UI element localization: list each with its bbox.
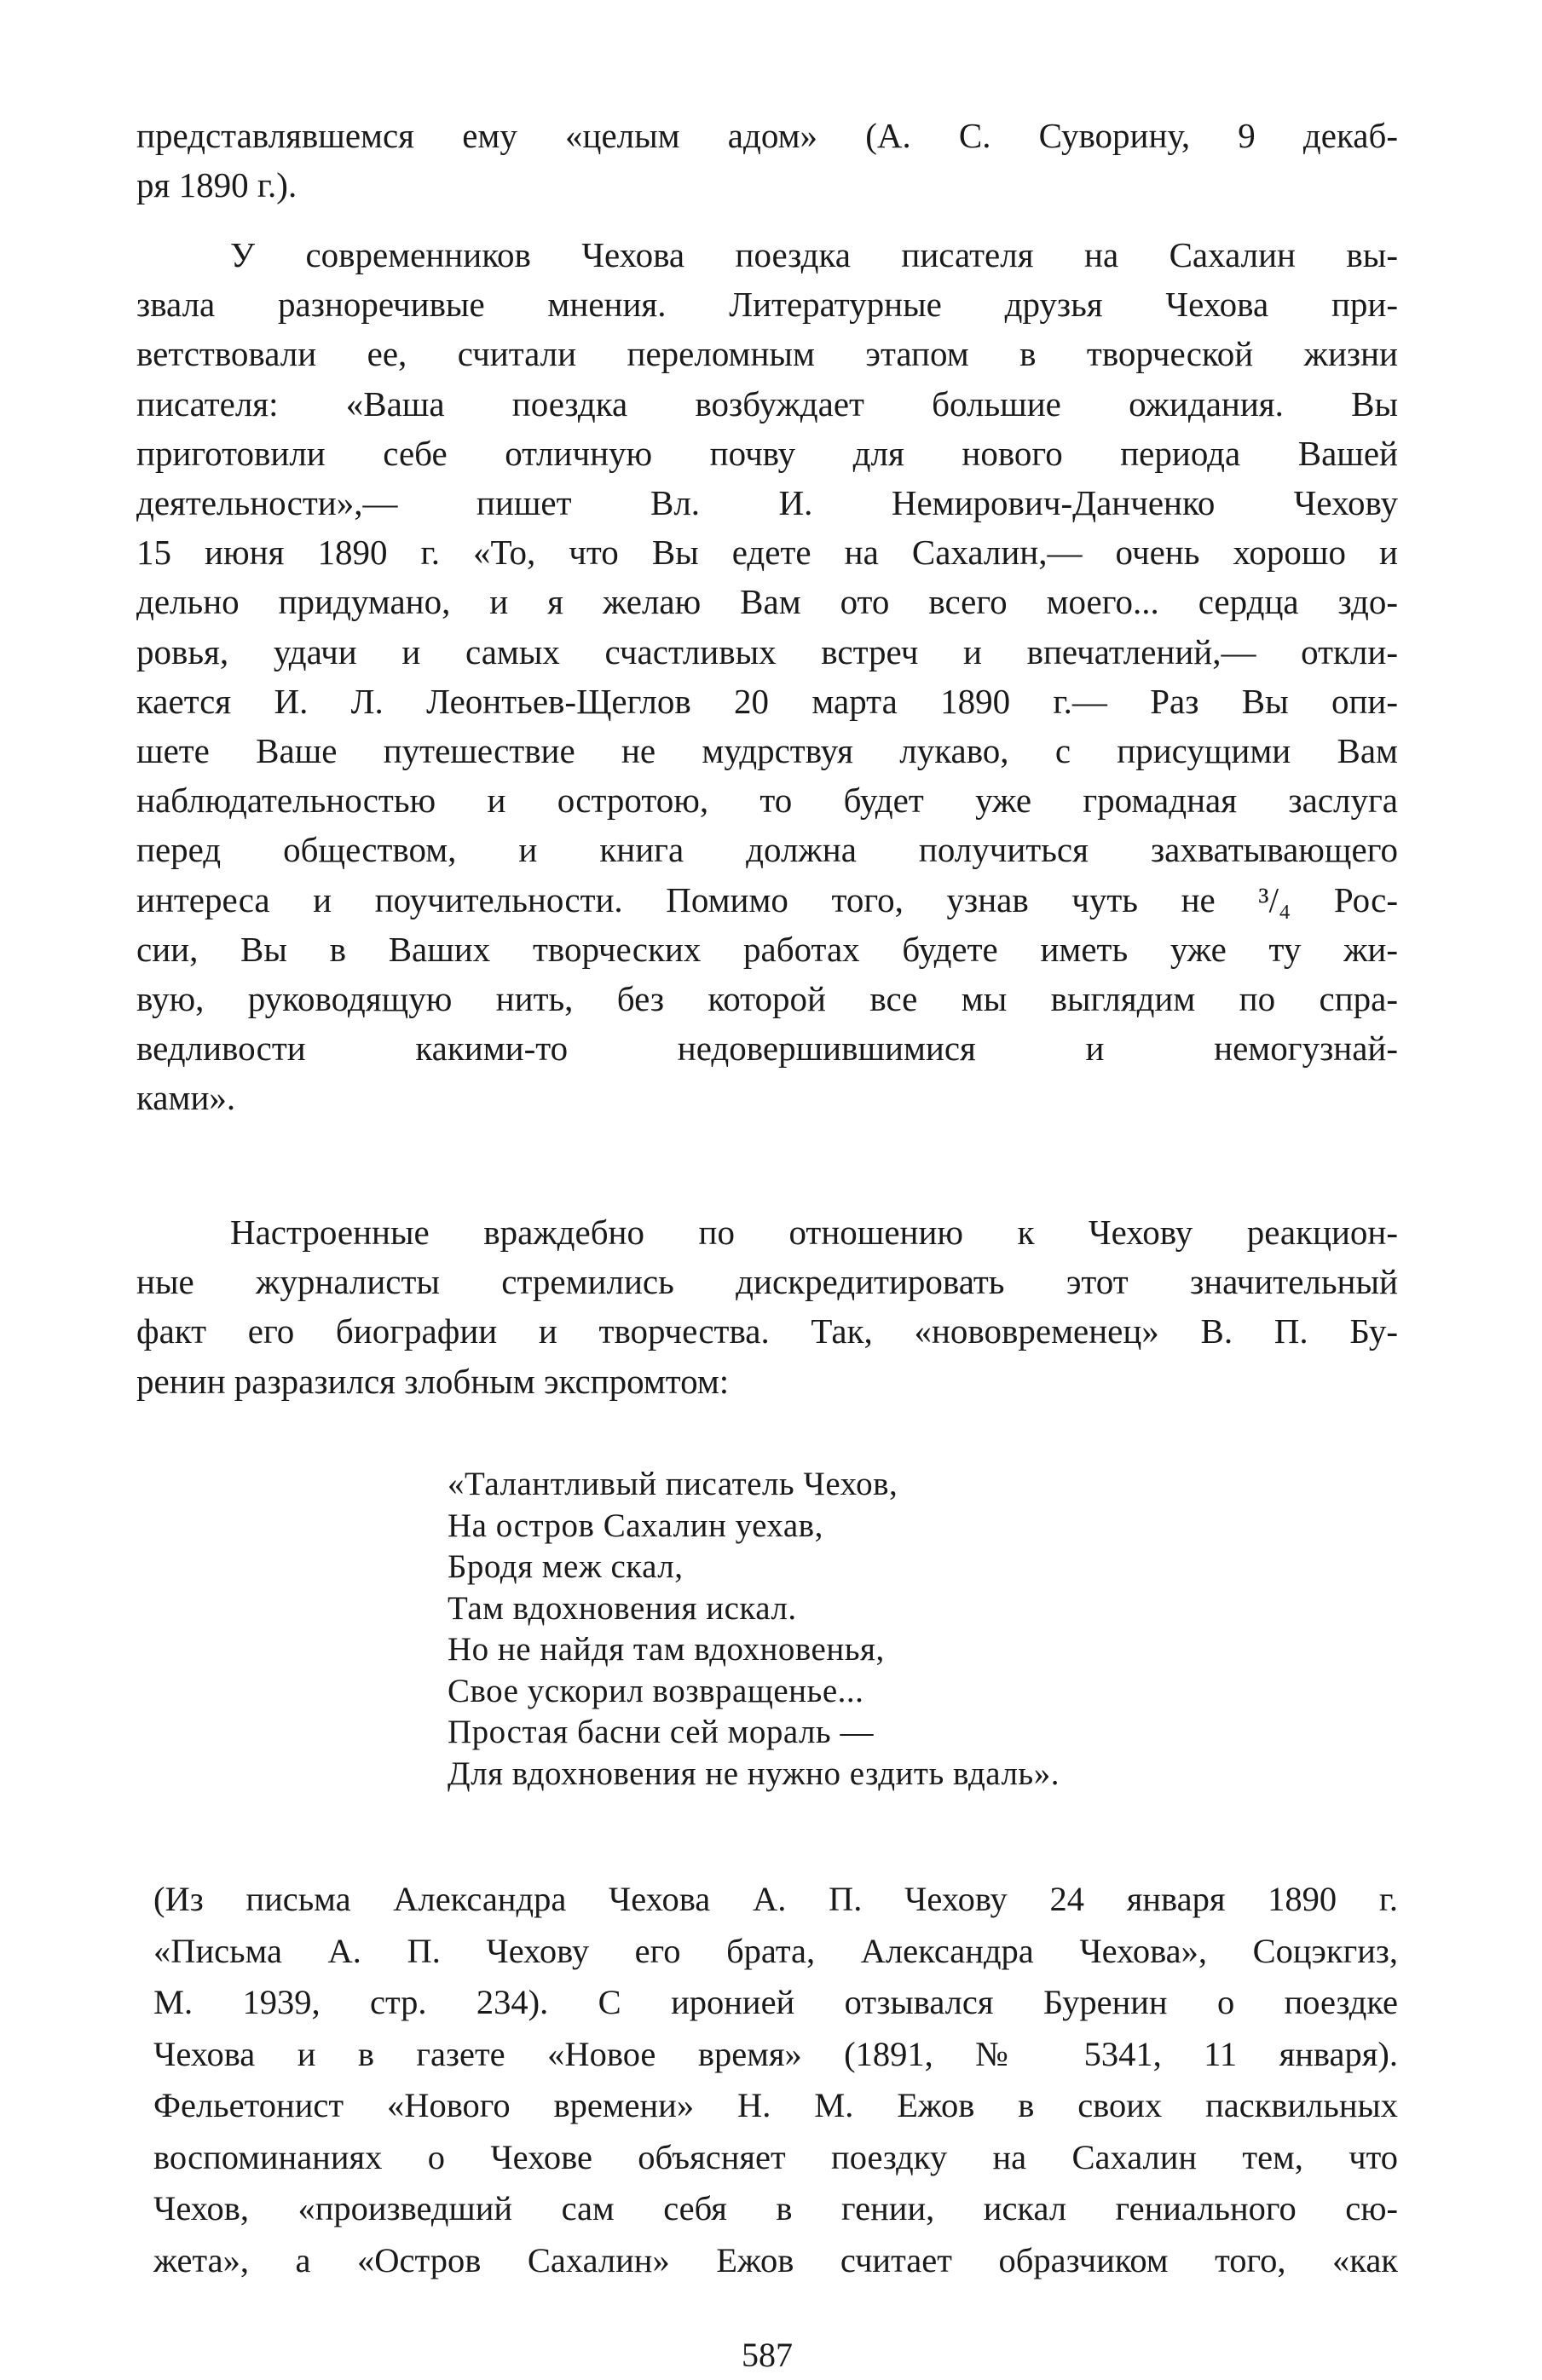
poem-line: Простая басни сей мораль — bbox=[448, 1714, 874, 1750]
text-line: шете Ваше путешествие не мудрствуя лукаво, с присущими Вам bbox=[136, 731, 1398, 771]
text-line: Настроенные враждебно по отношению к Чехову реакцион- bbox=[230, 1213, 1398, 1252]
text-line: ками». bbox=[136, 1078, 236, 1118]
paragraph-1 bbox=[136, 111, 1398, 210]
text-line: ренин разразился злобным экспромтом: bbox=[136, 1361, 730, 1401]
poem-line: «Талантливый писатель Чехов, bbox=[448, 1466, 898, 1502]
text-line: ветствовали ее, считали переломным этапом в творческой жизни bbox=[136, 334, 1398, 374]
text-line: жета», а «Остров Сахалин» Ежов считает образчиком того, «как bbox=[153, 2240, 1398, 2279]
text-line: Чехова и в газете «Новое время» (1891, № 5341, 11 января). bbox=[153, 2034, 1398, 2073]
paragraph-2 bbox=[136, 230, 1398, 1123]
paragraph-3 bbox=[136, 1207, 1398, 1406]
text-line: писателя: «Ваша поездка возбуждает большие ожидания. Вы bbox=[136, 383, 1398, 424]
text-line: Фельетонист «Нового времени» Н. М. Ежов в своих пасквильных bbox=[153, 2086, 1398, 2124]
text-line: (Из письма Александра Чехова А. П. Чехову 24 января 1890 г. bbox=[153, 1880, 1398, 1918]
text-line: М. 1939, стр. 234). С иронией отзывался Буренин о поездке bbox=[153, 1983, 1398, 2021]
text-line: деятельности»,— пишет Вл. И. Немирович-Данченко Чехову bbox=[136, 483, 1398, 523]
poem-line: Но не найдя там вдохновенья, bbox=[448, 1631, 885, 1668]
text-line: сии, Вы в Ваших творческих работах будете иметь уже ту жи- bbox=[136, 929, 1398, 969]
text-line: воспоминаниях о Чехове объясняет поездку на Сахалин тем, что bbox=[153, 2137, 1398, 2176]
text-line: ведливости какими-то недовершившимися и немогузнай- bbox=[136, 1029, 1398, 1069]
text-line: дельно придумано, и я желаю Вам ото всего моего... сердца здо- bbox=[136, 582, 1398, 622]
text-line: факт его биографии и творчества. Так, «нововременец» В. П. Бу- bbox=[136, 1311, 1398, 1351]
text-line: наблюдательностью и остротою, то будет уже громадная заслуга bbox=[136, 781, 1398, 821]
text-line: ря 1890 г.). bbox=[136, 165, 297, 205]
poem-quote bbox=[448, 1464, 1060, 1795]
text-line: 15 июня 1890 г. «То, что Вы едете на Сахалин,— очень хорошо и bbox=[136, 533, 1398, 573]
text-line: звала разноречивые мнения. Литературные друзья Чехова при- bbox=[136, 285, 1398, 325]
text-line: ровья, удачи и самых счастливых встреч и впечатлений,— откли- bbox=[136, 631, 1398, 671]
text-line: вую, руководящую нить, без которой все мы выглядим по спра- bbox=[136, 979, 1398, 1019]
text-line: Чехов, «произведший сам себя в гении, искал гениального сю- bbox=[153, 2189, 1398, 2227]
text-line: «Письма А. П. Чехову его брата, Александра Чехова», Соцэкгиз, bbox=[153, 1931, 1398, 1970]
text-line: У современников Чехова поездка писателя на Сахалин вы- bbox=[230, 235, 1398, 274]
text-line: перед обществом, и книга должна получиться захватывающего bbox=[136, 830, 1398, 870]
citation-paragraph bbox=[153, 1874, 1398, 2286]
poem-line: На остров Сахалин уехав, bbox=[448, 1507, 823, 1544]
poem-line: Бродя меж скал, bbox=[448, 1548, 684, 1585]
text-line: ные журналисты стремились дискредитировать этот значительный bbox=[136, 1262, 1398, 1302]
poem-line: Для вдохновения не нужно ездить вдаль». bbox=[448, 1755, 1060, 1792]
text-line: приготовили себе отличную почву для нового периода Вашей bbox=[136, 433, 1398, 473]
poem-line: Там вдохновения искал. bbox=[448, 1589, 797, 1627]
page-number: 587 bbox=[742, 2336, 793, 2374]
poem-line: Свое ускорил возвращенье... bbox=[448, 1672, 864, 1709]
text-line: кается И. Л. Леонтьев-Щеглов 20 марта 1890 г.— Раз Вы опи- bbox=[136, 681, 1398, 721]
text-line: представлявшемся ему «целым адом» (А. С. Суворину, 9 декаб- bbox=[136, 116, 1398, 155]
text-line: интереса и поучительности. Помимо того, узнав чуть не ³/₄ Рос- bbox=[136, 879, 1398, 919]
